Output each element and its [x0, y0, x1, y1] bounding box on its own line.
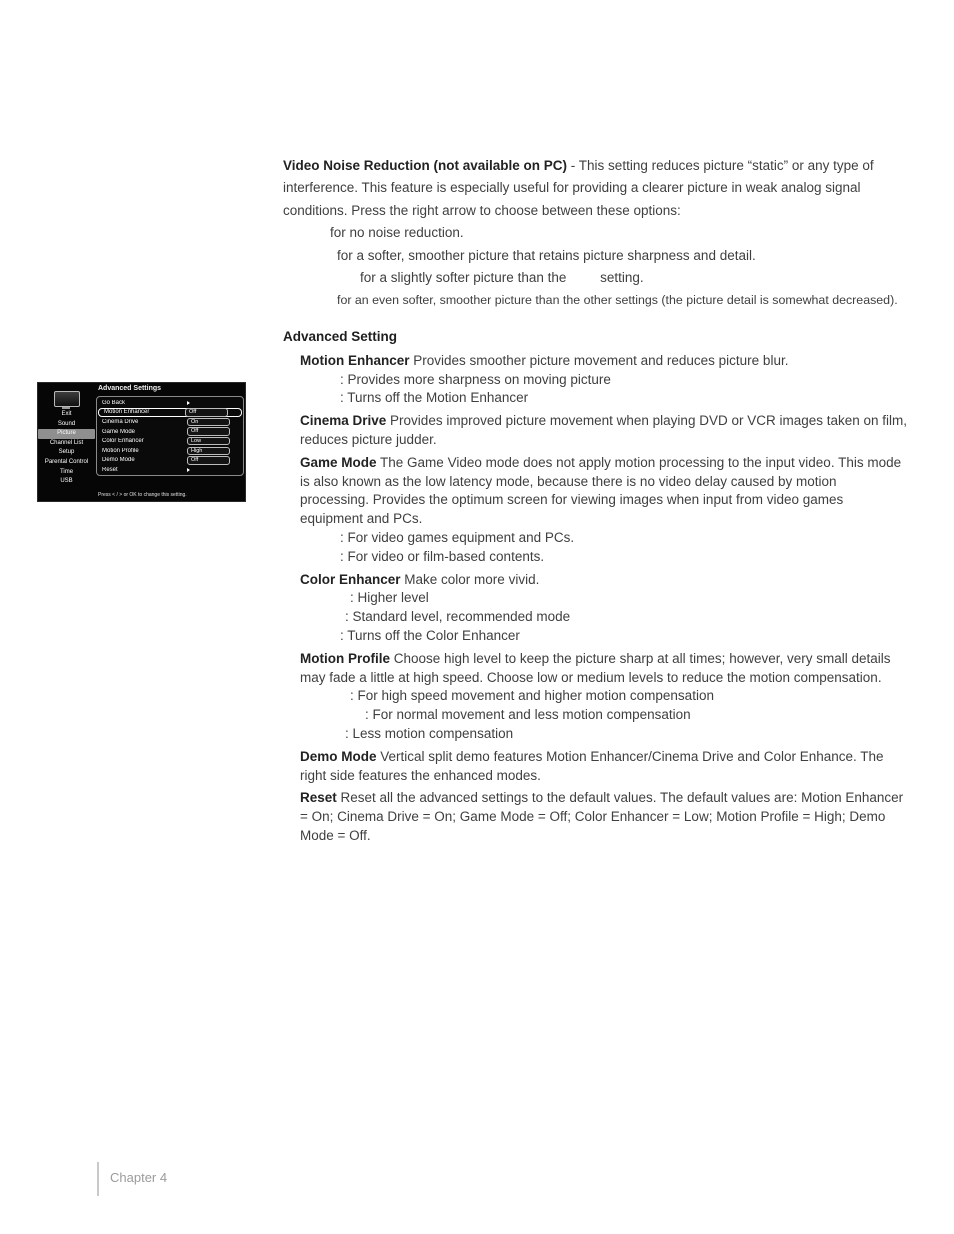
- entry-paragraph: [283, 352, 909, 371]
- submenu-arrow-icon: [187, 468, 190, 472]
- menu-item-label: Reset: [102, 466, 118, 473]
- entry-term: Reset: [300, 790, 337, 806]
- menu-item-value: On: [187, 418, 230, 427]
- entry-term: Cinema Drive: [300, 413, 387, 429]
- video-noise-reduction-text: - This setting reduces picture “static” or any type of interference. This feature is especially useful for providing a clearer picture in weak analog signal conditions. Press the right arrow to choose between these options:: [283, 158, 874, 218]
- sidebar-item-setup: Setup: [58, 449, 75, 456]
- manual-text-column: [283, 155, 909, 846]
- entry-text: Reset all the advanced settings to the default values. The default values are: Motion Enhancer = On; Cinema Drive = On; Game Mode = Off; Color Enhancer = Low; Motion Profile = High; Demo Mode = Off.: [300, 790, 904, 843]
- menu-item-label: Demo Mode: [102, 457, 135, 464]
- entry-option-line: : Turns off the Motion Enhancer: [340, 390, 529, 406]
- menu-item-label: Color Enhancer: [102, 438, 144, 445]
- video-noise-reduction-heading: Video Noise Reduction (not available on PC): [283, 158, 568, 173]
- footer-chapter-label: Chapter 4: [110, 1170, 168, 1185]
- sidebar-item-picture: Picture: [38, 429, 95, 439]
- menu-hint: Press < / > or OK to change this setting.: [98, 492, 187, 498]
- menu-item-value: High: [187, 447, 230, 456]
- menu-panel: [96, 396, 244, 476]
- entry-text: Provides smoother picture movement and reduces picture blur.: [409, 352, 789, 368]
- entry-option-line: : Turns off the Color Enhancer: [340, 628, 520, 643]
- vnr-option-line: for a slightly softer picture than the setting.: [360, 270, 644, 286]
- vnr-option-line: for no noise reduction.: [330, 225, 464, 241]
- menu-item-reset: [97, 465, 243, 475]
- entry-term: Color Enhancer: [300, 571, 401, 587]
- footer-divider: [97, 1162, 99, 1196]
- entry-motion-profile: [283, 650, 909, 744]
- entry-option-line: : Standard level, recommended mode: [345, 609, 571, 625]
- sidebar-item-time: Time: [59, 468, 74, 475]
- menu-item-demo-mode: [97, 456, 243, 466]
- menu-item-color-enhancer: [97, 436, 243, 446]
- entry-option-line: : For video or film-based contents.: [340, 548, 545, 564]
- menu-item-label: Motion Profile: [102, 447, 139, 454]
- entry-text: The Game Video mode does not apply motion processing to the input video. This mode is also known as the low latency mode, because there is no video delay caused by motion processing. Provides the optimum screen for viewing images when input from video games equipment and PCs.: [300, 454, 902, 527]
- advanced-setting-heading: Advanced Setting: [283, 328, 398, 344]
- submenu-arrow-icon: [187, 401, 190, 405]
- tv-menu-screenshot: [37, 382, 246, 502]
- entry-term: Motion Profile: [300, 650, 390, 666]
- menu-item-cinema-drive: [97, 417, 243, 427]
- entry-option-line: : Higher level: [350, 590, 429, 606]
- entry-game-mode: [283, 454, 909, 567]
- menu-item-label: Game Mode: [102, 428, 136, 435]
- menu-item-label: Motion Enhancer: [104, 409, 150, 416]
- entry-color-enhancer: [283, 571, 909, 646]
- entry-option-line: : Provides more sharpness on moving picture: [340, 371, 611, 387]
- entry-option-line: : Less motion compensation: [345, 725, 514, 741]
- entry-option-line: : For video games equipment and PCs.: [340, 530, 575, 546]
- entry-paragraph: [283, 412, 909, 450]
- menu-item-label: Cinema Drive: [102, 418, 139, 425]
- entry-text: Choose high level to keep the picture sharp at all times; however, very small details may fade a little at high speed. Choose low or medium levels to reduce the motion compensation.: [300, 650, 891, 685]
- menu-item-value: Off: [187, 456, 230, 465]
- entry-demo-mode: [283, 748, 909, 786]
- sidebar-item-parental-control: Parental Control: [44, 458, 89, 465]
- sidebar-item-exit: Exit: [61, 411, 72, 417]
- entry-cinema-drive: [283, 412, 909, 450]
- menu-sidebar: [38, 391, 95, 487]
- sidebar-item-sound: Sound: [57, 420, 76, 427]
- entry-text: Provides improved picture movement when playing DVD or VCR images taken on film, reduces picture judder.: [300, 413, 908, 448]
- entry-reset: [283, 789, 909, 845]
- entry-paragraph: [283, 571, 909, 590]
- entry-text: Vertical split demo features Motion Enhancer/Cinema Drive and Color Enhance. The right side features the enhanced modes.: [300, 748, 884, 783]
- video-noise-reduction-paragraph: [283, 155, 909, 222]
- menu-item-value: Off: [185, 408, 228, 417]
- menu-item-motion-profile: [97, 446, 243, 456]
- entry-term: Game Mode: [300, 454, 377, 470]
- entry-term: Motion Enhancer: [300, 352, 410, 368]
- menu-item-game-mode: [97, 427, 243, 437]
- menu-item-value: Off: [187, 427, 230, 436]
- vnr-option-line: for a softer, smoother picture that retains picture sharpness and detail.: [337, 247, 756, 263]
- entry-term: Demo Mode: [300, 748, 377, 764]
- sidebar-item-usb: USB: [60, 478, 73, 485]
- menu-item-label: Go Back: [102, 399, 126, 406]
- entry-option-line: : For high speed movement and higher motion compensation: [350, 688, 714, 704]
- menu-title: Advanced Settings: [98, 385, 162, 392]
- entry-paragraph: [283, 650, 909, 688]
- entry-paragraph: [283, 789, 909, 845]
- entry-motion-enhancer: [283, 352, 909, 408]
- vnr-option-line: for an even softer, smoother picture than the other settings (the picture detail is somewhat decreased).: [337, 293, 898, 308]
- entry-paragraph: [283, 748, 909, 786]
- tv-stand: [62, 407, 70, 409]
- tv-icon: [54, 391, 80, 407]
- sidebar-item-channel-list: Channel List: [49, 439, 84, 446]
- entry-paragraph: [283, 454, 909, 529]
- menu-item-motion-enhancer: [98, 408, 242, 418]
- menu-item-go-back: [97, 398, 243, 408]
- entry-text: Make color more vivid.: [400, 571, 540, 587]
- entry-option-line: : For normal movement and less motion compensation: [365, 707, 691, 723]
- menu-item-value: Low: [187, 437, 230, 446]
